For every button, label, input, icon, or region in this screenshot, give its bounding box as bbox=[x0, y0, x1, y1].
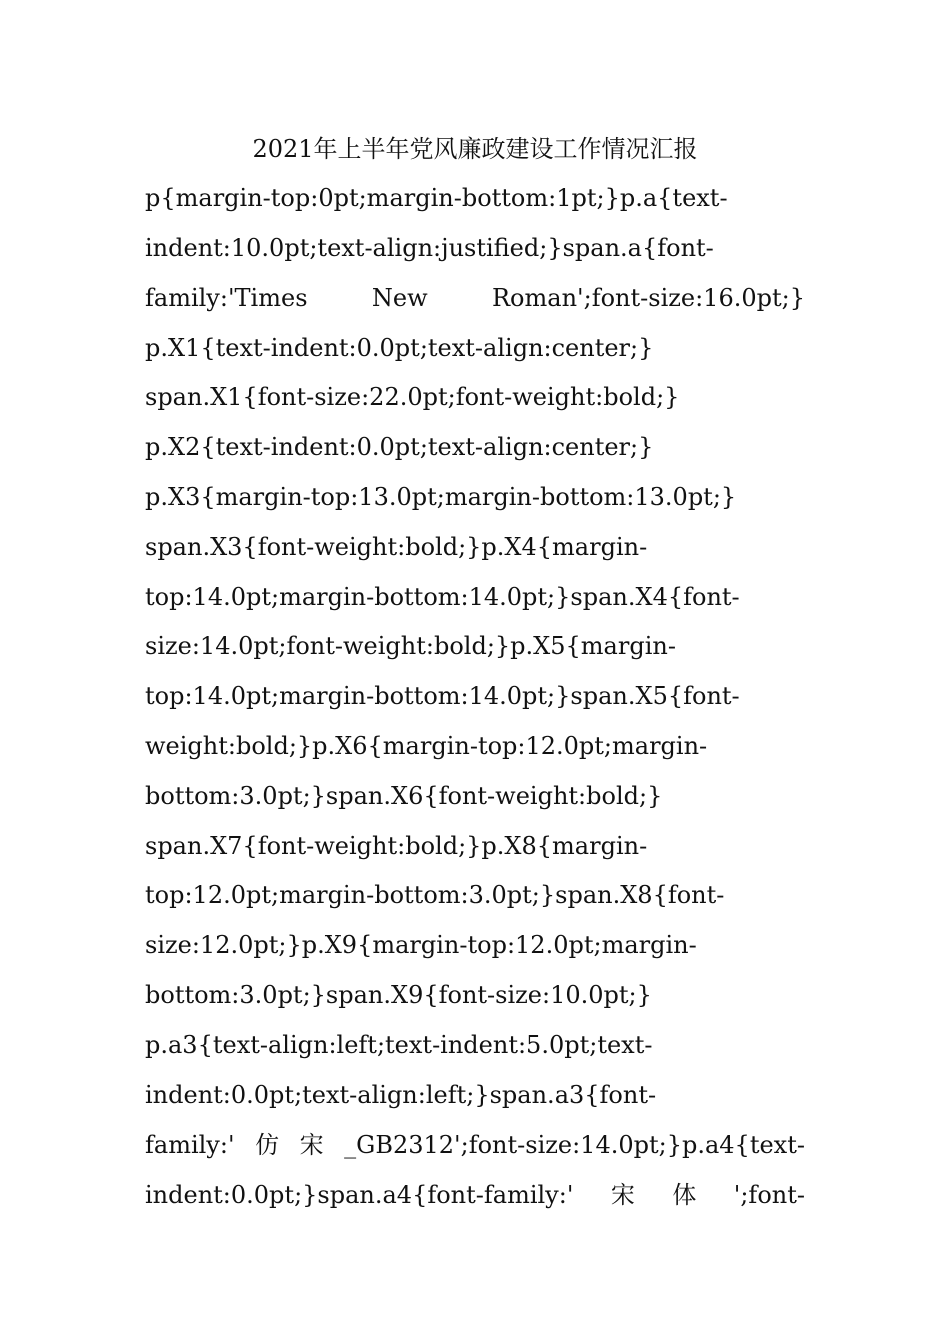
body-line bbox=[145, 1178, 805, 1212]
body-line: bottom:3.0pt;}span.X6{font-weight:bold;} bbox=[145, 782, 663, 810]
body-line: size:12.0pt;}p.X9{margin-top:12.0pt;margin- bbox=[145, 931, 697, 959]
body-line: p{margin-top:0pt;margin-bottom:1pt;}p.a{text- bbox=[145, 184, 728, 212]
body-line: bottom:3.0pt;}span.X9{font-size:10.0pt;} bbox=[145, 981, 652, 1009]
line-segment: _GB2312';font-size:14.0pt;}p.a4{text- bbox=[344, 1131, 805, 1159]
body-line: weight:bold;}p.X6{margin-top:12.0pt;margin- bbox=[145, 732, 708, 760]
body-line: span.X7{font-weight:bold;}p.X8{margin- bbox=[145, 832, 648, 860]
line-segment: family:' bbox=[145, 1131, 235, 1159]
body-line: indent:10.0pt;text-align:justified;}span.a{font- bbox=[145, 234, 714, 262]
document-title: 2021年上半年党风廉政建设工作情况汇报 bbox=[252, 135, 698, 163]
body-line: top:12.0pt;margin-bottom:3.0pt;}span.X8{font- bbox=[145, 881, 725, 909]
line-segment: family:'Times bbox=[145, 284, 308, 312]
body-line: indent:0.0pt;text-align:left;}span.a3{font- bbox=[145, 1081, 657, 1109]
line-segment: 仿 bbox=[255, 1131, 280, 1159]
body-line: p.a3{text-align:left;text-indent:5.0pt;text- bbox=[145, 1031, 653, 1059]
line-segment: indent:0.0pt;}span.a4{font-family:' bbox=[145, 1181, 574, 1209]
body-line bbox=[145, 281, 805, 315]
body-line: top:14.0pt;margin-bottom:14.0pt;}span.X5{font- bbox=[145, 682, 740, 710]
body-line bbox=[145, 1128, 805, 1162]
body-line: p.X3{margin-top:13.0pt;margin-bottom:13.0pt;} bbox=[145, 483, 737, 511]
line-segment: 体 bbox=[672, 1181, 697, 1209]
body-line: p.X2{text-indent:0.0pt;text-align:center;} bbox=[145, 433, 654, 461]
line-segment: ';font- bbox=[733, 1181, 805, 1209]
body-line: top:14.0pt;margin-bottom:14.0pt;}span.X4{font- bbox=[145, 583, 740, 611]
line-segment: 宋 bbox=[299, 1131, 324, 1159]
line-segment: 宋 bbox=[610, 1181, 635, 1209]
body-line: span.X1{font-size:22.0pt;font-weight:bold;} bbox=[145, 383, 680, 411]
body-line: size:14.0pt;font-weight:bold;}p.X5{margin- bbox=[145, 632, 676, 660]
line-segment: Roman';font-size:16.0pt;} bbox=[491, 284, 805, 312]
line-segment: New bbox=[371, 284, 428, 312]
body-line: span.X3{font-weight:bold;}p.X4{margin- bbox=[145, 533, 648, 561]
body-line: p.X1{text-indent:0.0pt;text-align:center;} bbox=[145, 334, 654, 362]
